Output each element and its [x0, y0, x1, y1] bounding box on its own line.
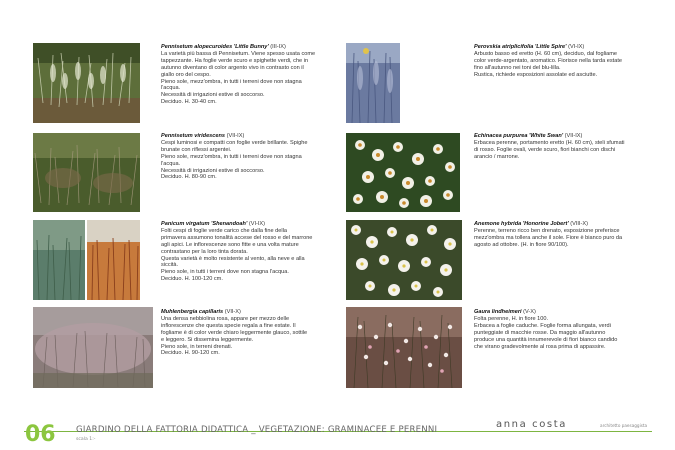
description-line: agosto ad ottobre. (H. in fiore 90/100). [474, 241, 569, 248]
page-number: 06 [25, 422, 56, 447]
plant-name: Panicum virgatum 'Shenandoah' [161, 221, 248, 227]
description-line: fino all'autunno nei toni del blu-lilla. [474, 64, 561, 71]
flowering-period: (III-IX) [270, 44, 286, 50]
photo-perovskia-little-spire [346, 43, 400, 123]
plant-name: Pennisetum viridescens [161, 133, 226, 139]
photo-anemone-honorine-jobert [346, 220, 462, 300]
plant-name: Gaura lindheimeri [474, 309, 522, 315]
description-line: Deciduo. H. 100-120 cm. [161, 276, 223, 283]
flowering-period: (VII-IX) [226, 133, 245, 139]
brand-subtitle: architetto paesaggista [600, 423, 648, 428]
description-line: di rosso. Foglie ovali, verde scuro, fiori bianchi con dischi [474, 146, 616, 153]
description-line: Cespi luminosi e compatti con foglie verde brillante. Spighe [161, 139, 308, 146]
description-line: Deciduo. H. 90-120 cm. [161, 350, 220, 357]
footer-scale: scala 1:- [76, 437, 96, 442]
description-line: siccità. [161, 262, 179, 269]
description-line: Pieno sole, mezz'ombra, in tutti i terreni dove non stagna [161, 78, 302, 85]
description-line: contrastano per la loro tinta dorata. [161, 248, 248, 255]
description-line: produce una quantità innumerevole di fiori bianco candido [474, 336, 618, 343]
description-line: Questa varietà è molto resistente al vento, alla neve e alla [161, 255, 305, 262]
description-line: Erbacea perenne, portamento eretto (H. 60 cm), steli sfumati [474, 139, 625, 146]
description-line: l'acqua. [161, 85, 181, 92]
description-line: Una densa nebbiolina rosa, appare per mezzo delle [161, 315, 290, 322]
photo-panicum-shenandoah-right [87, 220, 140, 300]
flowering-period: (VIII-X) [570, 221, 588, 227]
photo-echinacea-white-swan [346, 133, 460, 212]
plant-description-7 [474, 309, 654, 350]
flowering-period: (VI-IX) [248, 221, 266, 227]
description-line: La varietà più bassa di Pennisetum. Viene spesso usata come [161, 50, 316, 57]
photo-pennisetum-viridescens [33, 133, 140, 212]
description-line: giallo oro del cespo. [161, 71, 211, 78]
description-line: brunate con riflessi argentei. [161, 146, 232, 153]
plant-name: Muhlenbergia capillaris [161, 309, 224, 315]
flowering-period: (VI-IX) [568, 44, 585, 50]
plant-description-2 [161, 221, 341, 283]
description-line: Folti cespi di foglie verde carico che dalla fine della [161, 227, 287, 234]
footer-title: GIARDINO DELLA FATTORIA DIDATTICA _ VEGETAZIONE: GRAMINACEE E PERENNI [76, 425, 438, 435]
description-line: Perenne, terreno ricco ben drenato, esposizione preferisce [474, 227, 620, 234]
plant-description-6 [474, 221, 654, 249]
description-line: Rustica, richiede esposizioni assolate ed asciutte. [474, 71, 598, 78]
description-line: Pieno sole, in terreni drenati. [161, 343, 233, 350]
flowering-period: (VII-X) [224, 309, 241, 315]
description-line: autunno diventano di color argento vivo in contrasto con il [161, 64, 304, 71]
description-line: che virano gradevolmente al rosa prima di appassire. [474, 343, 606, 350]
description-line: arancio / marrone. [474, 153, 520, 160]
plant-description-0 [161, 44, 341, 106]
description-line: Deciduo. H. 80-90 cm. [161, 174, 217, 181]
description-line: fogliame è di color verde chiaro leggermente glauco, sottile [161, 329, 308, 336]
description-line: Arbusto basso ed eretto (H. 60 cm), deciduo, dal fogliame [474, 50, 618, 57]
description-line: Erbacea a foglie caduche. Foglie forma allungata, verdi [474, 322, 611, 329]
plant-name: Pennisetum alopecuroides 'Little Bunny' [161, 44, 269, 50]
photo-panicum-shenandoah-left [33, 220, 85, 300]
description-line: mezz'ombra ma tollera anche il sole. Fiore è bianco puro da [474, 234, 623, 241]
flowering-period: (VII-IX) [564, 133, 583, 139]
plant-name: Perovskia atriplicifolia 'Little Spire' [474, 44, 567, 50]
description-line: e leggero. Si dissemina leggermente. [161, 336, 254, 343]
description-line: tappezzante. Ha foglie verde scuro e spighette verdi, che in [161, 57, 309, 64]
flowering-period: (V-X) [523, 309, 536, 315]
description-line: Necessità di irrigazioni estive di soccorso. [161, 92, 265, 99]
description-line: Pieno sole, in tutti i terreni dove non stagna l'acqua. [161, 269, 289, 276]
plant-name: Echinacea purpurea 'White Swan' [474, 133, 564, 139]
description-line: Deciduo. H. 30-40 cm. [161, 99, 217, 106]
description-line: Folta perenne, H. in fiore 100. [474, 315, 549, 322]
description-line: primavera assumono tonalità accese del rosso e del marrone [161, 234, 313, 241]
plant-description-4 [474, 44, 654, 79]
photo-gaura-lindheimeri [346, 307, 462, 388]
description-line: agli apici. Le inflorescenze sono fitte e una volta mature [161, 241, 299, 248]
plant-name: Anemone hybrida 'Honorine Jobert' [474, 221, 569, 227]
plant-description-1 [161, 133, 341, 181]
description-line: inflorescenze che questa specie regala a fine estate. Il [161, 322, 296, 329]
plant-description-3 [161, 309, 341, 357]
photo-pennisetum-little-bunny [33, 43, 140, 123]
description-line: l'acqua. [161, 160, 181, 167]
brand-name: anna costa [496, 419, 567, 430]
photo-muhlenbergia-capillaris [33, 307, 153, 388]
description-line: color verde-argentato, aromatico. Fiorisce nella tarda estate [474, 57, 622, 64]
description-line: Pieno sole, mezz'ombra, in tutti i terreni dove non stagna [161, 153, 302, 160]
description-line: punteggiate di macchie rosse. Da maggio all'autunno [474, 329, 606, 336]
plant-description-5 [474, 133, 654, 161]
description-line: Necessità di irrigazioni estive di soccorso. [161, 167, 265, 174]
